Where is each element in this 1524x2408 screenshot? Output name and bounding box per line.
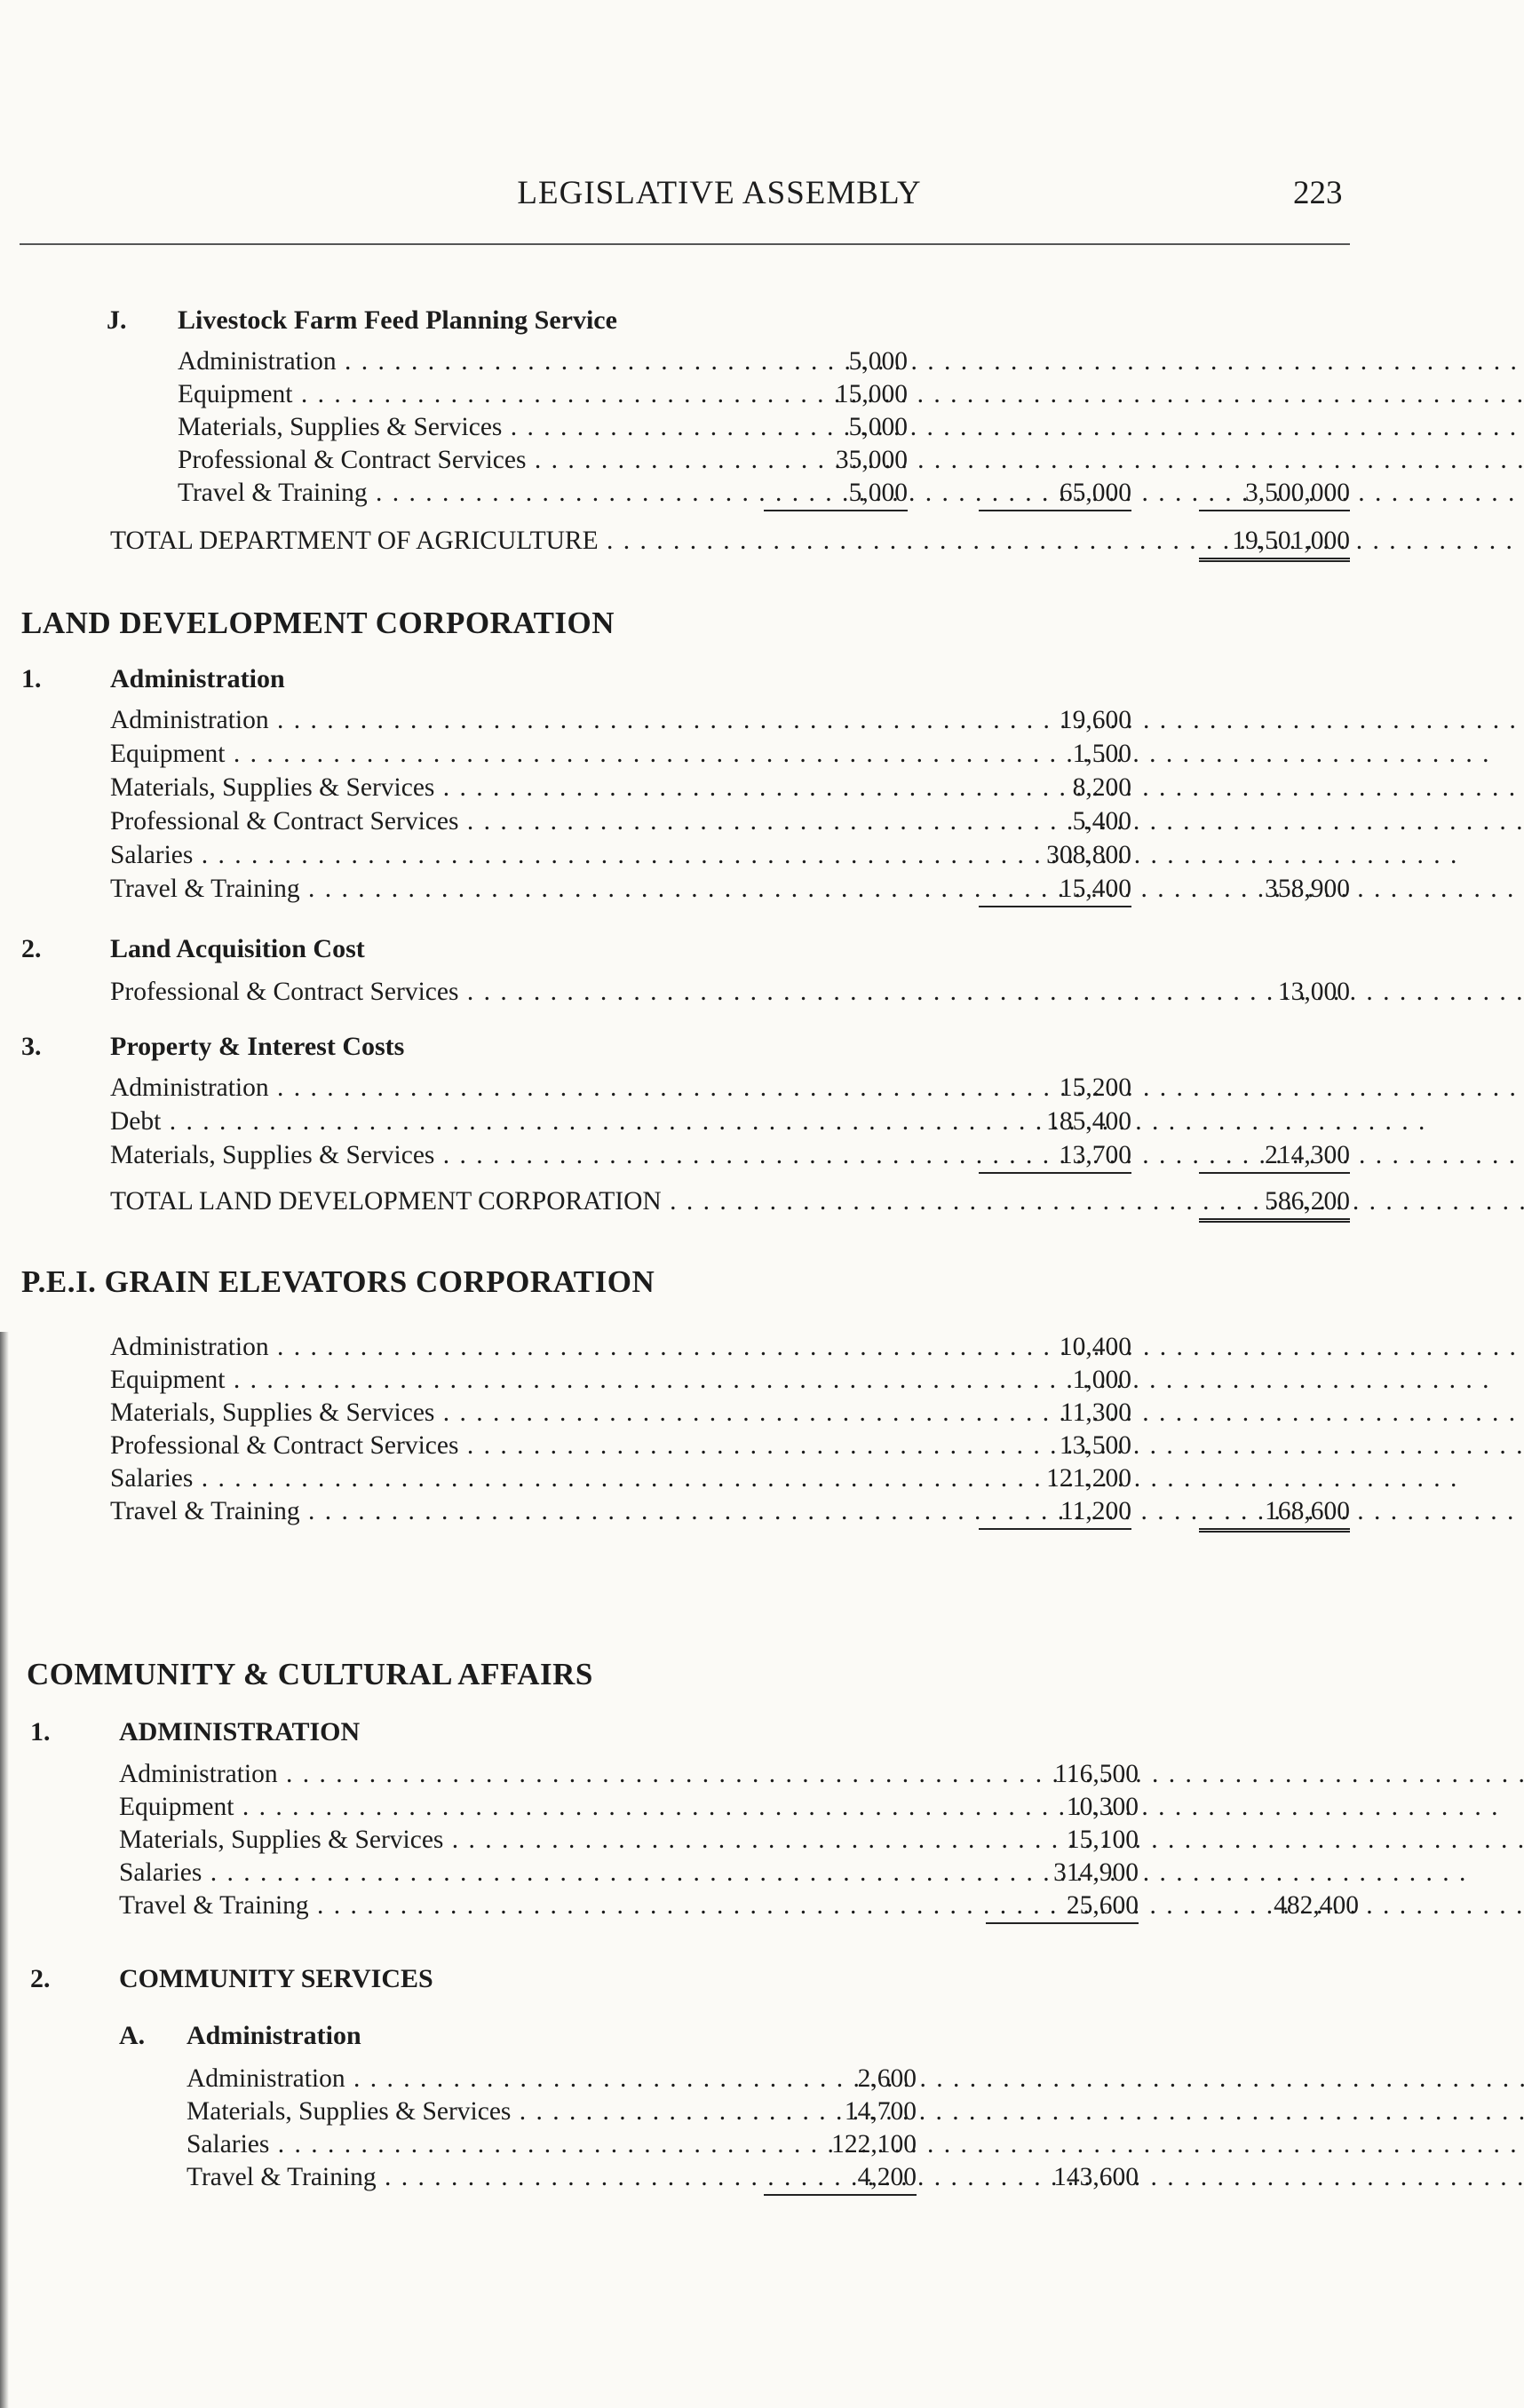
line-item	[110, 1461, 909, 1495]
line-item	[110, 1105, 909, 1138]
section-title: COMMUNITY & CULTURAL AFFAIRS	[27, 1657, 593, 1691]
line-item-label: Materials, Supplies & Services	[110, 773, 435, 802]
line-item	[110, 737, 909, 771]
line-item	[178, 345, 684, 378]
line-item	[110, 1396, 909, 1430]
line-item-amount: 15,200	[1059, 1073, 1131, 1102]
line-item-label: Materials, Supplies & Services	[119, 1826, 444, 1854]
line-item-amount: 5,400	[1072, 807, 1131, 836]
line-item	[110, 1330, 909, 1364]
line-item-label: Equipment	[110, 740, 226, 768]
page-edge-shadow	[0, 1332, 9, 2408]
line-item-amount: 1,000	[1072, 1366, 1131, 1394]
line-item-amount: 121,200	[1046, 1464, 1131, 1493]
line-item-amount: 308,800	[1046, 841, 1131, 869]
page-number: 223	[1293, 175, 1343, 211]
line-item-label: Administration	[110, 1073, 269, 1102]
line-item-amount: 122,100	[831, 2130, 917, 2158]
line-item-label: Materials, Supplies & Services	[110, 1398, 435, 1427]
line-item-amount: 25,600	[986, 1889, 1139, 1924]
line-item-label: Travel & Training	[110, 1497, 300, 1525]
line-item-label: Travel & Training	[119, 1891, 309, 1920]
line-item-amount: 2,600	[857, 2064, 917, 2093]
line-item-label: Administration	[119, 1760, 278, 1788]
subsection-number: 1.	[21, 664, 42, 693]
line-item-label: Equipment	[178, 380, 293, 408]
subsection-number: 3.	[21, 1032, 42, 1061]
subsection-title: Land Acquisition Cost	[110, 934, 365, 963]
line-item-label: Salaries	[187, 2130, 270, 2158]
line-item	[187, 2062, 702, 2095]
header-rule	[20, 243, 1350, 245]
line-item-amount: 11,200	[979, 1494, 1131, 1530]
corporation-total-amount: 586,200	[1199, 1184, 1350, 1223]
section-title: P.E.I. GRAIN ELEVATORS CORPORATION	[21, 1264, 655, 1299]
line-item-amount: 4,200	[764, 2160, 917, 2196]
line-item	[178, 377, 684, 411]
line-item-amount: 15,400	[979, 872, 1131, 907]
department-total-label: TOTAL DEPARTMENT OF AGRICULTURE	[110, 527, 599, 555]
line-item-label: Materials, Supplies & Services	[187, 2097, 512, 2126]
line-item-amount: 8,200	[1072, 773, 1131, 802]
subsection-number: 2.	[21, 934, 42, 963]
subsection-total: 482,400	[1274, 1891, 1359, 1920]
subsection-letter: J.	[107, 305, 127, 335]
subsection-number: 1.	[30, 1717, 51, 1747]
subtotal-amount: 143,600	[1053, 2163, 1139, 2191]
line-item	[110, 838, 909, 872]
line-item	[110, 703, 909, 737]
line-item-amount: 5,000	[764, 476, 908, 511]
line-item-label: Equipment	[119, 1793, 234, 1821]
line-item-amount: 13,700	[979, 1138, 1131, 1174]
line-item	[110, 1363, 909, 1397]
line-item-label: Administration	[178, 347, 337, 376]
line-item-amount: 116,500	[1054, 1760, 1139, 1788]
line-item-label: Travel & Training	[110, 875, 300, 903]
line-item	[110, 1429, 909, 1462]
corporation-total-label: TOTAL LAND DEVELOPMENT CORPORATION	[110, 1187, 662, 1216]
line-item-amount: 11,300	[1060, 1398, 1131, 1427]
subsection-total: 214,300	[1199, 1138, 1350, 1174]
line-item-amount: 5,000	[848, 413, 908, 441]
line-item-amount: 1,500	[1072, 740, 1131, 768]
line-item	[187, 2127, 702, 2161]
line-item-label: Debt	[110, 1107, 162, 1136]
line-item-label: Materials, Supplies & Services	[110, 1141, 435, 1169]
line-item-amount: 10,400	[1059, 1333, 1131, 1361]
line-item-amount: 35,000	[835, 446, 908, 474]
line-item-amount: 5,000	[848, 347, 908, 376]
subsection-total: 13,000	[1277, 978, 1350, 1006]
line-item	[178, 410, 684, 444]
line-item-label: Professional & Contract Services	[110, 807, 459, 836]
department-total-amount: 19,501,000	[1199, 524, 1350, 562]
line-item	[178, 476, 684, 510]
line-item	[110, 771, 909, 804]
line-item-amount: 13,500	[1059, 1431, 1131, 1460]
line-item-amount: 314,900	[1053, 1858, 1139, 1887]
department-total-row	[110, 524, 1131, 558]
line-item-amount: 19,600	[1059, 706, 1131, 734]
line-item-amount: 10,300	[1066, 1793, 1139, 1821]
line-item-label: Travel & Training	[178, 479, 368, 507]
line-item-label: Professional & Contract Services	[178, 446, 527, 474]
line-item	[110, 1494, 909, 1528]
line-item-label: Salaries	[119, 1858, 202, 1887]
line-item	[119, 1757, 918, 1791]
subsection-total: 358,900	[1265, 875, 1350, 903]
line-item-label: Equipment	[110, 1366, 226, 1394]
line-item	[110, 1138, 909, 1172]
line-item-label: Administration	[110, 1333, 269, 1361]
line-item-amount: 14,700	[844, 2097, 917, 2126]
subsection-title: Administration	[187, 2021, 361, 2050]
line-item	[119, 1856, 918, 1889]
line-item	[187, 2160, 702, 2194]
subtotal-amount: 65,000	[979, 476, 1131, 511]
subsection-title: Livestock Farm Feed Planning Service	[178, 305, 617, 335]
line-item-label: Salaries	[110, 841, 194, 869]
line-item-label: Professional & Contract Services	[110, 978, 459, 1006]
subsection-title: COMMUNITY SERVICES	[119, 1964, 433, 1993]
line-item	[110, 1071, 909, 1105]
line-item	[110, 872, 909, 906]
line-item-label: Materials, Supplies & Services	[178, 413, 503, 441]
line-item-amount: 185,400	[1046, 1107, 1131, 1136]
line-item-label: Administration	[110, 706, 269, 734]
group-total-amount: 3,500,000	[1199, 476, 1350, 511]
subsection-title: Administration	[110, 664, 285, 693]
line-item-label: Salaries	[110, 1464, 194, 1493]
line-item-amount: 15,100	[1066, 1826, 1139, 1854]
line-item	[119, 1889, 918, 1922]
line-item	[119, 1790, 918, 1824]
corporation-total-row	[110, 1184, 1131, 1218]
line-item-amount: 15,000	[835, 380, 908, 408]
section-title: LAND DEVELOPMENT CORPORATION	[21, 606, 615, 640]
running-header-title: LEGISLATIVE ASSEMBLY	[517, 175, 922, 211]
line-item	[110, 804, 909, 838]
subsection-number: 2.	[30, 1964, 51, 1993]
line-item-label: Professional & Contract Services	[110, 1431, 459, 1460]
corporation-total-amount: 168,600	[1199, 1494, 1350, 1533]
line-item-label: Travel & Training	[187, 2163, 377, 2191]
line-item	[110, 975, 1131, 1009]
subsection-title: Property & Interest Costs	[110, 1032, 405, 1061]
line-item	[119, 1823, 918, 1857]
subsection-title: ADMINISTRATION	[119, 1717, 361, 1747]
subsection-letter: A.	[119, 2021, 146, 2050]
line-item-label: Administration	[187, 2064, 345, 2093]
line-item	[178, 443, 684, 477]
line-item	[187, 2095, 702, 2128]
